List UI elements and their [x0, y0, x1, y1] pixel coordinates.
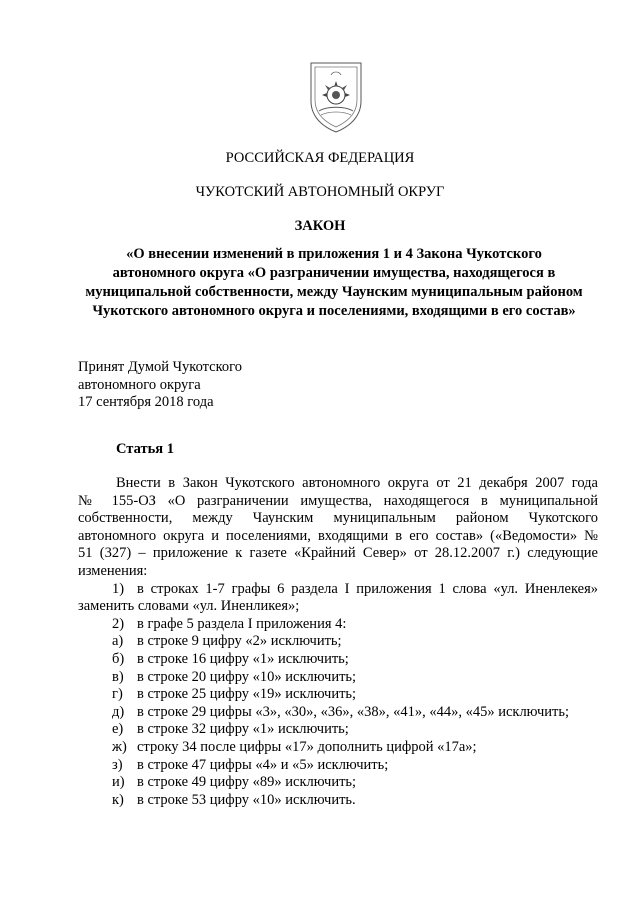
sub-item [78, 774, 598, 792]
sub-item-letter: в) [112, 668, 124, 685]
list-marker: 1) [112, 580, 125, 597]
sub-item-text: в строке 20 цифру «10» исключить; [137, 668, 357, 685]
sub-item-letter: а) [112, 633, 124, 650]
intro-line: Внести в Закон Чукотского автономного округа от 21 декабря 2007 года [116, 475, 598, 491]
law-title [60, 245, 608, 321]
sub-item [78, 686, 598, 704]
law-title-line: «О внесении изменений в приложения 1 и 4 Закона Чукотского [126, 246, 542, 262]
list-item-1-continued: заменить словами «ул. Иненликея»; [78, 598, 300, 615]
list-item-text: в графе 5 раздела I приложения 4: [137, 615, 347, 632]
sub-item-letter: к) [112, 791, 124, 808]
sub-item-text: в строке 53 цифру «10» исключить. [137, 791, 356, 808]
sub-item-letter: г) [112, 686, 123, 703]
adoption-line: Принят Думой Чукотского [78, 359, 243, 375]
law-title-line: автономного округа «О разграничении имущества, находящегося в [112, 265, 556, 281]
adoption-note [78, 359, 242, 412]
intro-line: автономного округа и поселениями, входящими в его состав» («Ведомости» № [78, 527, 598, 544]
sub-item [78, 669, 598, 687]
sub-item [78, 651, 598, 669]
intro-line: собственности, между Чаунским муниципальным районом Чукотского [78, 510, 598, 527]
list-item-text: в строках 1-7 графы 6 раздела I приложения 1 слова «ул. Иненлекея» [137, 580, 598, 597]
sub-item-text: в строке 32 цифру «1» исключить; [137, 721, 349, 738]
sub-item [78, 633, 598, 651]
article-body [78, 475, 598, 809]
sub-item [78, 704, 598, 722]
coat-of-arms-emblem [303, 57, 369, 135]
sub-item-text: в строке 29 цифры «3», «30», «36», «38», «41», «44», «45» исключить; [137, 703, 569, 720]
sub-item-text: в строке 16 цифру «1» исключить; [137, 650, 349, 667]
sub-item [78, 721, 598, 739]
list-item-1 [78, 581, 598, 599]
intro-line: изменения: [78, 562, 148, 579]
sub-item [78, 792, 598, 810]
sub-item-text: в строке 9 цифру «2» исключить; [137, 633, 342, 650]
sub-item-text: в строке 25 цифру «19» исключить; [137, 686, 357, 703]
list-marker: 2) [112, 615, 125, 632]
sub-item-text: в строке 49 цифру «89» исключить; [137, 774, 357, 791]
sub-item-letter: е) [112, 721, 124, 738]
list-item-2 [78, 616, 598, 634]
adoption-date: 17 сентября 2018 года [78, 394, 214, 411]
sub-item [78, 739, 598, 757]
country-heading: РОССИЙСКАЯ ФЕДЕРАЦИЯ [225, 150, 415, 166]
article-heading: Статья 1 [116, 441, 174, 457]
sub-item-letter: и) [112, 774, 125, 791]
region-heading: ЧУКОТСКИЙ АВТОНОМНЫЙ ОКРУГ [195, 184, 445, 200]
document-type-heading: ЗАКОН [294, 218, 346, 234]
law-title-line: Чукотского автономного округа и поселениями, входящими в его состав» [92, 303, 576, 319]
adoption-line: автономного округа [78, 376, 201, 393]
law-title-line: муниципальной собственности, между Чаунским муниципальным районом [85, 284, 583, 300]
sub-item-letter: ж) [112, 738, 127, 755]
sub-item-text: строку 34 после цифры «17» дополнить цифрой «17а»; [137, 738, 477, 755]
sub-item-letter: з) [112, 756, 123, 773]
sub-item-text: в строке 47 цифры «4» и «5» исключить; [137, 756, 389, 773]
sub-item-letter: б) [112, 650, 125, 667]
sub-item-letter: д) [112, 703, 125, 720]
sub-item [78, 757, 598, 775]
intro-line: 51 (327) – приложение к газете «Крайний Север» от 28.12.2007 г.) следующие [78, 545, 598, 562]
intro-line: № 155-ОЗ «О разграничении имущества, находящегося в муниципальной [78, 492, 598, 509]
